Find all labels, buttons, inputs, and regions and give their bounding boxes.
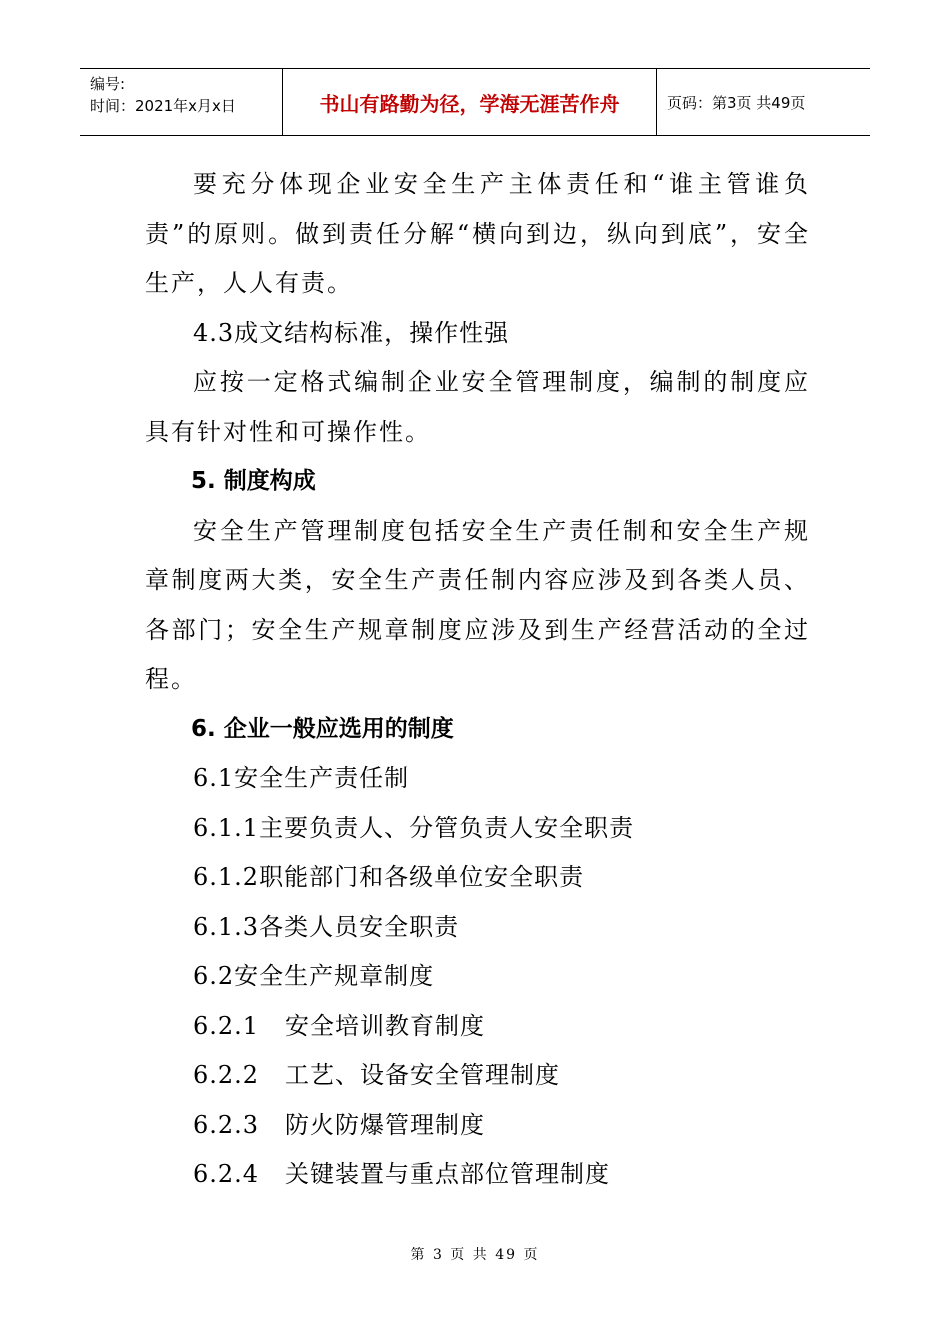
list-item: 6.1.2职能部门和各级单位安全职责	[193, 863, 585, 891]
header-meta	[80, 69, 283, 135]
page-footer: 第 3 页 共 49 页	[410, 1247, 540, 1263]
list-item: 6.2.4 关键装置与重点部位管理制度	[193, 1160, 610, 1188]
list-item: 6.1.3各类人员安全职责	[193, 912, 460, 941]
header-page-info: 页码：第3页 共49页	[667, 93, 806, 112]
header-motto: 书山有路勤为径，学海无涯苦作舟	[283, 69, 657, 135]
list-item: 6.2安全生产规章制度	[193, 962, 435, 990]
document-time-label: 时间：2021年x月x日	[90, 97, 236, 115]
list-item: 6.2.2 工艺、设备安全管理制度	[193, 1061, 560, 1089]
list-item: 6.1安全生产责任制	[193, 764, 410, 792]
heading-section-6: 6. 企业一般应选用的制度	[191, 715, 454, 742]
list-item: 6.2.1 安全培训教育制度	[193, 1011, 485, 1040]
document-number-label: 编号:	[90, 75, 126, 93]
paragraph-composition: 安全生产管理制度包括安全生产责任制和安全生产规章制度两大类，安全生产责任制内容应涉及到各类人员、各部门；安全生产规章制度应涉及到生产经营活动的全过程。	[145, 516, 810, 693]
list-item: 6.1.1主要负责人、分管负责人安全职责	[193, 813, 635, 842]
heading-section-5: 5. 制度构成	[191, 468, 316, 494]
paragraph-responsibility: 要充分体现企业安全生产主体责任和“谁主管谁负责”的原则。做到责任分解“横向到边，纵向到底”，安全生产，人人有责。	[145, 170, 810, 297]
list-item: 6.2.3 防火防爆管理制度	[193, 1110, 485, 1139]
page-header	[80, 68, 870, 136]
document-body	[145, 160, 810, 1200]
paragraph-format: 应按一定格式编制企业安全管理制度，编制的制度应具有针对性和可操作性。	[145, 368, 810, 446]
section-4-3: 4.3成文结构标准，操作性强	[193, 318, 510, 347]
